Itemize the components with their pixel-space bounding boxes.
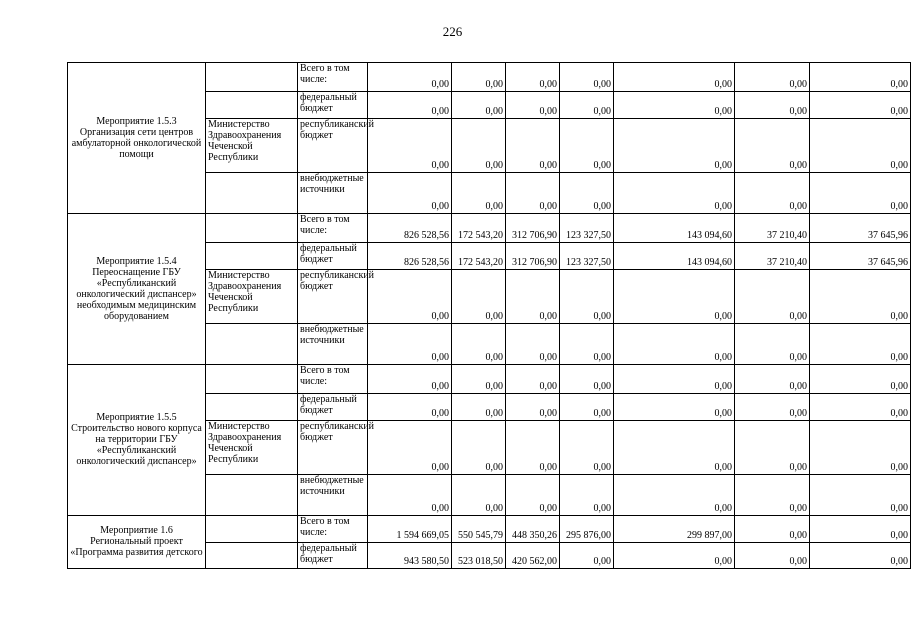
source-cell: Всего в том числе: [298, 214, 368, 243]
value-cell: 0,00 [810, 270, 911, 324]
value-cell: 0,00 [735, 173, 810, 214]
value-cell: 0,00 [614, 475, 735, 516]
value-cell: 0,00 [614, 421, 735, 475]
source-cell: республиканский бюджет [298, 270, 368, 324]
executor-cell: Министерство Здравоохранения Чеченской Республики [206, 119, 298, 173]
value-cell: 420 562,00 [506, 543, 560, 569]
value-cell: 172 543,20 [452, 243, 506, 270]
value-cell: 295 876,00 [560, 516, 614, 543]
value-cell: 0,00 [560, 421, 614, 475]
value-cell: 0,00 [560, 365, 614, 394]
value-cell: 0,00 [452, 324, 506, 365]
activity-cell: Мероприятие 1.5.5 Строительство нового корпуса на территории ГБУ «Республиканский онкологический диспансер» [68, 365, 206, 516]
value-cell: 0,00 [368, 63, 452, 92]
value-cell: 0,00 [452, 173, 506, 214]
value-cell: 0,00 [735, 92, 810, 119]
value-cell: 0,00 [368, 270, 452, 324]
value-cell: 37 645,96 [810, 214, 911, 243]
value-cell: 143 094,60 [614, 243, 735, 270]
value-cell: 0,00 [735, 421, 810, 475]
value-cell: 0,00 [560, 270, 614, 324]
executor-cell [206, 92, 298, 119]
value-cell: 550 545,79 [452, 516, 506, 543]
value-cell: 0,00 [735, 475, 810, 516]
value-cell: 312 706,90 [506, 243, 560, 270]
value-cell: 0,00 [452, 365, 506, 394]
executor-cell [206, 365, 298, 394]
value-cell: 0,00 [368, 173, 452, 214]
value-cell: 826 528,56 [368, 214, 452, 243]
source-cell: федеральный бюджет [298, 243, 368, 270]
executor-cell [206, 63, 298, 92]
value-cell: 0,00 [560, 543, 614, 569]
value-cell: 0,00 [452, 421, 506, 475]
source-cell: внебюджетные источники [298, 173, 368, 214]
source-cell: Всего в том числе: [298, 516, 368, 543]
value-cell: 0,00 [506, 421, 560, 475]
value-cell: 37 210,40 [735, 243, 810, 270]
value-cell: 0,00 [560, 324, 614, 365]
executor-cell [206, 243, 298, 270]
value-cell: 0,00 [735, 543, 810, 569]
executor-cell [206, 173, 298, 214]
value-cell: 0,00 [810, 63, 911, 92]
value-cell: 0,00 [735, 119, 810, 173]
value-cell: 0,00 [560, 394, 614, 421]
value-cell: 943 580,50 [368, 543, 452, 569]
source-cell: республиканский бюджет [298, 119, 368, 173]
source-cell: внебюджетные источники [298, 324, 368, 365]
value-cell: 0,00 [614, 92, 735, 119]
source-cell: внебюджетные источники [298, 475, 368, 516]
value-cell: 0,00 [614, 394, 735, 421]
value-cell: 0,00 [506, 324, 560, 365]
executor-cell: Министерство Здравоохранения Чеченской Республики [206, 421, 298, 475]
value-cell: 37 210,40 [735, 214, 810, 243]
value-cell: 0,00 [452, 475, 506, 516]
value-cell: 0,00 [614, 119, 735, 173]
value-cell: 0,00 [810, 324, 911, 365]
value-cell: 0,00 [735, 324, 810, 365]
value-cell: 0,00 [735, 63, 810, 92]
value-cell: 1 594 669,05 [368, 516, 452, 543]
table-row [68, 214, 911, 243]
value-cell: 0,00 [560, 63, 614, 92]
value-cell: 0,00 [506, 119, 560, 173]
source-cell: федеральный бюджет [298, 92, 368, 119]
value-cell: 0,00 [810, 543, 911, 569]
table-row [68, 516, 911, 543]
executor-cell [206, 214, 298, 243]
value-cell: 0,00 [735, 394, 810, 421]
source-cell: Всего в том числе: [298, 63, 368, 92]
value-cell: 123 327,50 [560, 214, 614, 243]
value-cell: 0,00 [560, 119, 614, 173]
value-cell: 0,00 [735, 270, 810, 324]
value-cell: 0,00 [368, 92, 452, 119]
value-cell: 0,00 [614, 270, 735, 324]
value-cell: 0,00 [560, 475, 614, 516]
value-cell: 0,00 [810, 173, 911, 214]
executor-cell [206, 475, 298, 516]
source-cell: федеральный бюджет [298, 543, 368, 569]
value-cell: 0,00 [506, 63, 560, 92]
value-cell: 0,00 [810, 365, 911, 394]
page-number: 226 [442, 24, 463, 39]
value-cell: 0,00 [810, 475, 911, 516]
value-cell: 0,00 [614, 63, 735, 92]
value-cell: 0,00 [735, 516, 810, 543]
value-cell: 0,00 [506, 270, 560, 324]
value-cell: 0,00 [368, 475, 452, 516]
value-cell: 0,00 [368, 394, 452, 421]
value-cell: 0,00 [452, 119, 506, 173]
value-cell: 0,00 [810, 421, 911, 475]
value-cell: 37 645,96 [810, 243, 911, 270]
value-cell: 0,00 [614, 173, 735, 214]
value-cell: 0,00 [810, 516, 911, 543]
activity-cell: Мероприятие 1.5.4 Переоснащение ГБУ «Республиканский онкологический диспансер» необходимым медицинским оборудованием [68, 214, 206, 365]
value-cell: 0,00 [452, 92, 506, 119]
table-row [68, 365, 911, 394]
value-cell: 0,00 [810, 394, 911, 421]
value-cell: 172 543,20 [452, 214, 506, 243]
activity-cell: Мероприятие 1.5.3 Организация сети центров амбулаторной онкологической помощи [68, 63, 206, 214]
value-cell: 0,00 [506, 475, 560, 516]
value-cell: 0,00 [452, 394, 506, 421]
source-cell: федеральный бюджет [298, 394, 368, 421]
executor-cell [206, 394, 298, 421]
value-cell: 123 327,50 [560, 243, 614, 270]
value-cell: 0,00 [368, 119, 452, 173]
value-cell: 448 350,26 [506, 516, 560, 543]
activity-cell: Мероприятие 1.6 Региональный проект «Программа развития детского [68, 516, 206, 569]
value-cell: 0,00 [368, 324, 452, 365]
executor-cell [206, 543, 298, 569]
budget-table [67, 62, 911, 569]
executor-cell: Министерство Здравоохранения Чеченской Республики [206, 270, 298, 324]
value-cell: 523 018,50 [452, 543, 506, 569]
value-cell: 0,00 [810, 92, 911, 119]
value-cell: 0,00 [560, 173, 614, 214]
value-cell: 0,00 [452, 270, 506, 324]
value-cell: 0,00 [506, 92, 560, 119]
value-cell: 0,00 [506, 173, 560, 214]
value-cell: 0,00 [614, 543, 735, 569]
value-cell: 0,00 [735, 365, 810, 394]
value-cell: 826 528,56 [368, 243, 452, 270]
executor-cell [206, 516, 298, 543]
value-cell: 0,00 [368, 421, 452, 475]
value-cell: 0,00 [810, 119, 911, 173]
value-cell: 0,00 [614, 324, 735, 365]
table-row [68, 63, 911, 92]
value-cell: 0,00 [560, 92, 614, 119]
source-cell: республиканский бюджет [298, 421, 368, 475]
source-cell: Всего в том числе: [298, 365, 368, 394]
executor-cell [206, 324, 298, 365]
value-cell: 0,00 [506, 365, 560, 394]
value-cell: 299 897,00 [614, 516, 735, 543]
value-cell: 0,00 [368, 365, 452, 394]
value-cell: 0,00 [452, 63, 506, 92]
value-cell: 0,00 [506, 394, 560, 421]
value-cell: 0,00 [614, 365, 735, 394]
value-cell: 312 706,90 [506, 214, 560, 243]
value-cell: 143 094,60 [614, 214, 735, 243]
